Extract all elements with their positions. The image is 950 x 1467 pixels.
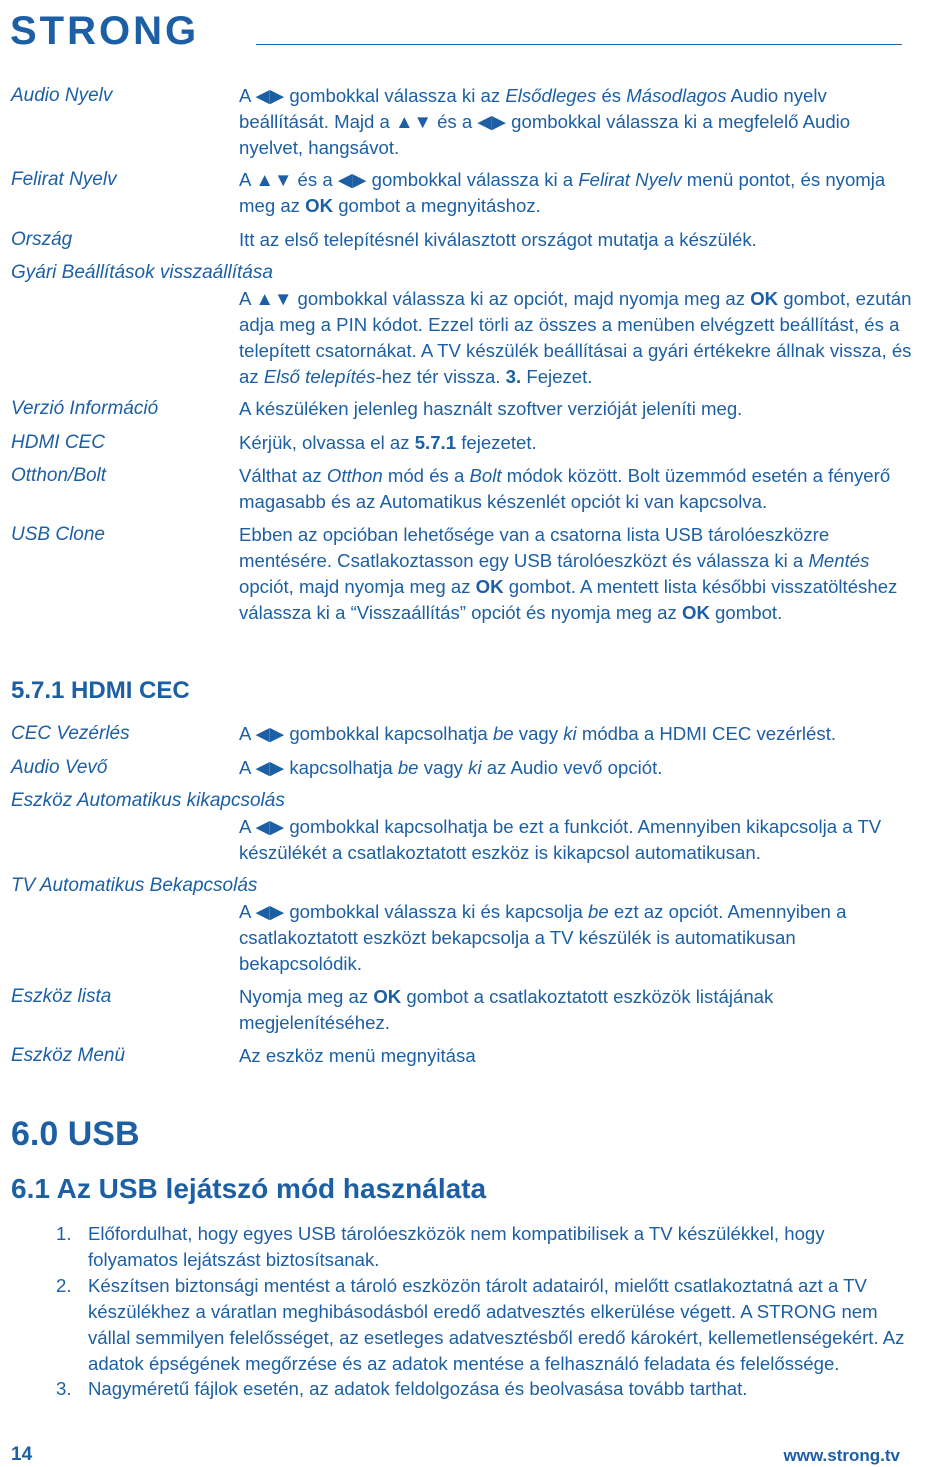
text-segment: ▲▼: [395, 111, 438, 132]
text-segment: és: [596, 85, 627, 106]
text-segment: gombokkal kapcsolhatja: [289, 723, 493, 744]
text-segment: be: [492, 723, 514, 744]
desc-cec-vezerles: [239, 721, 919, 747]
term-felirat-nyelv: Felirat Nyelv: [11, 169, 117, 190]
text-segment: opciót, majd nyomja meg az: [239, 576, 476, 597]
text-segment: gombokkal válassza ki a megfelelő Audio nyelvet, hangsávot.: [239, 111, 851, 158]
desc-verzio-informacio: [239, 396, 919, 422]
text-segment: módok között. Bolt üzemmód esetén a fényerő magasabb és az Automatikus készenlét opciót ki van kapcsolva.: [239, 465, 891, 512]
text-segment: fejezetet.: [456, 432, 537, 453]
desc-orszag: [239, 227, 919, 253]
text-segment: kapcsolhatja: [289, 757, 398, 778]
text-segment: gombokkal válassza ki az opciót, majd nyomja meg az: [297, 288, 751, 309]
text-segment: Itt az első telepítésnél kiválasztott országot mutatja a készülék.: [239, 229, 757, 250]
desc-audio-vevo: [239, 755, 919, 781]
desc-felirat-nyelv: [239, 167, 919, 219]
text-segment: az Audio vevő opciót.: [481, 757, 663, 778]
text-segment: ezt az opciót. Amennyiben a csatlakoztatott eszközt bekapcsolja a TV készülék is automatikusan bekapcsolódik.: [239, 901, 847, 974]
term-audio-nyelv: Audio Nyelv: [11, 85, 113, 106]
list-item-number: 1.: [56, 1223, 72, 1244]
list-item-text: Nagyméretű fájlok esetén, az adatok feldolgozása és beolvasása tovább tarthat.: [88, 1378, 748, 1399]
text-segment: A: [239, 816, 256, 837]
text-segment: ◀▶: [255, 723, 290, 744]
desc-eszkoz-auto-kikapcsolas: [239, 814, 919, 866]
chapter-heading-usb: 6.0 USB: [11, 1115, 140, 1153]
desc-eszkoz-lista: [239, 984, 919, 1036]
term-eszkoz-auto-kikapcsolas: Eszköz Automatikus kikapcsolás: [11, 790, 285, 811]
text-segment: Kérjük, olvassa el az: [239, 432, 415, 453]
list-item-number: 2.: [56, 1275, 72, 1296]
text-segment: és a: [297, 169, 338, 190]
text-segment: A: [239, 85, 256, 106]
text-segment: Bolt: [469, 465, 502, 486]
text-segment: Otthon: [326, 465, 383, 486]
text-segment: A készüléken jelenleg használt szoftver verzióját jeleníti meg.: [239, 398, 743, 419]
text-segment: Válthat az: [239, 465, 327, 486]
text-segment: be: [587, 901, 609, 922]
text-segment: be: [397, 757, 419, 778]
text-segment: menü pontot, és nyomja meg az: [239, 169, 886, 216]
text-segment: mód és a: [382, 465, 470, 486]
text-segment: Első telepítés: [263, 366, 376, 387]
text-segment: A: [239, 757, 256, 778]
text-segment: és a: [437, 111, 478, 132]
term-orszag: Ország: [11, 229, 73, 250]
page-number: 14: [11, 1444, 33, 1465]
text-segment: ◀▶: [337, 169, 372, 190]
text-segment: OK: [682, 602, 710, 623]
text-segment: A: [239, 288, 256, 309]
text-segment: 5.7.1: [414, 432, 457, 453]
list-item-text: Előfordulhat, hogy egyes USB tárolóeszközök nem kompatibilisek a TV készülékkel, hogy folyamatos lejátszást biztosítsanak.: [88, 1223, 825, 1270]
term-tv-auto-bekapcsolas: TV Automatikus Bekapcsolás: [11, 875, 258, 896]
text-segment: Másodlagos: [626, 85, 727, 106]
text-segment: ◀▶: [255, 85, 290, 106]
header-divider: [256, 44, 902, 45]
text-segment: Mentés: [808, 550, 870, 571]
text-segment: Fejezet.: [521, 366, 593, 387]
term-eszkoz-menu: Eszköz Menü: [11, 1045, 126, 1066]
footer-url: www.strong.tv: [783, 1446, 900, 1465]
text-segment: Nyomja meg az: [239, 986, 374, 1007]
text-segment: gombot, ezután adja meg a PIN kódot. Ezzel törli az összes a menüben elvégzett beállítást, és a telepített csatornákat. A TV készülék beállításai a gyári értékekre állnak vissza, és az: [239, 288, 912, 387]
text-segment: ki: [563, 723, 577, 744]
desc-usb-clone: [239, 522, 919, 626]
text-segment: módba a HDMI CEC vezérlést.: [576, 723, 837, 744]
section-heading-usb-player: 6.1 Az USB lejátszó mód használata: [11, 1173, 487, 1204]
text-segment: gombot.: [709, 602, 783, 623]
section-heading-hdmi-cec: 5.7.1 HDMI CEC: [11, 677, 190, 704]
desc-audio-nyelv: [239, 83, 919, 161]
term-verzio-informacio: Verzió Információ: [11, 398, 159, 419]
desc-gyari-beallitasok: [239, 286, 919, 390]
desc-eszkoz-menu: [239, 1043, 919, 1069]
text-segment: gombot. A mentett lista későbbi visszatöltéshez válassza ki a “Visszaállítás” opciót és nyomja meg az: [239, 576, 898, 623]
term-hdmi-cec: HDMI CEC: [11, 432, 105, 453]
text-segment: gombokkal válassza ki a: [371, 169, 579, 190]
text-segment: ◀▶: [477, 111, 512, 132]
text-segment: gombokkal kapcsolhatja be ezt a funkciót. Amennyiben kikapcsolja a TV készülékét a csatlakoztatott eszköz is kikapcsol automatikusan.: [239, 816, 882, 863]
strong-logo: STRONG: [10, 9, 200, 53]
text-segment: -hez tér vissza.: [375, 366, 506, 387]
text-segment: A: [239, 169, 256, 190]
text-segment: Elsődleges: [505, 85, 597, 106]
list-item-number: 3.: [56, 1378, 72, 1399]
desc-otthon-bolt: [239, 463, 919, 515]
text-segment: OK: [750, 288, 779, 309]
term-audio-vevo: Audio Vevő: [11, 757, 108, 778]
text-segment: vagy: [418, 757, 469, 778]
text-segment: Ebben az opcióban lehetősége van a csatorna lista USB tárolóeszközre mentésére. Csatlakoztasson egy USB tárolóeszközt és válassza ki a: [239, 524, 830, 571]
text-segment: ▲▼: [255, 169, 298, 190]
text-segment: A: [239, 901, 256, 922]
text-segment: Az eszköz menü megnyitása: [239, 1045, 476, 1066]
text-segment: ◀▶: [255, 816, 290, 837]
text-segment: ▲▼: [255, 288, 298, 309]
term-otthon-bolt: Otthon/Bolt: [11, 465, 107, 486]
term-cec-vezerles: CEC Vezérlés: [11, 723, 130, 744]
text-segment: Audio nyelv beállítását. Majd a: [239, 85, 827, 132]
text-segment: ◀▶: [255, 901, 290, 922]
text-segment: gombokkal válassza ki és kapcsolja: [289, 901, 588, 922]
desc-tv-auto-bekapcsolas: [239, 899, 919, 977]
list-item-text: Készítsen biztonsági mentést a tároló eszközön tárolt adatairól, mielőtt csatlakoztatná azt a TV készülékhez a váratlan meghibásodásból eredő adatvesztés elkerülése végett. A STRONG nem vállal semmilyen felelősséget, az esetleges adatvesztésből eredő károkért, kellemetlenségekért. Az adatok épségének megőrzése és az adatok mentése a felhasználó feladata és felelőssége.: [88, 1275, 905, 1374]
text-segment: Felirat Nyelv: [578, 169, 682, 190]
text-segment: A: [239, 723, 256, 744]
text-segment: OK: [305, 195, 334, 216]
desc-hdmi-cec: [239, 430, 919, 456]
text-segment: gombot a csatlakoztatott eszközök listájának megjelenítéséhez.: [239, 986, 774, 1033]
text-segment: 3.: [505, 366, 522, 387]
term-usb-clone: USB Clone: [11, 524, 105, 545]
text-segment: gombot a megnyitáshoz.: [333, 195, 541, 216]
text-segment: OK: [475, 576, 504, 597]
text-segment: gombokkal válassza ki az: [289, 85, 506, 106]
text-segment: OK: [373, 986, 402, 1007]
term-eszkoz-lista: Eszköz lista: [11, 986, 112, 1007]
text-segment: ki: [468, 757, 482, 778]
text-segment: ◀▶: [255, 757, 290, 778]
text-segment: vagy: [513, 723, 564, 744]
term-gyari-beallitasok: Gyári Beállítások visszaállítása: [11, 262, 273, 283]
